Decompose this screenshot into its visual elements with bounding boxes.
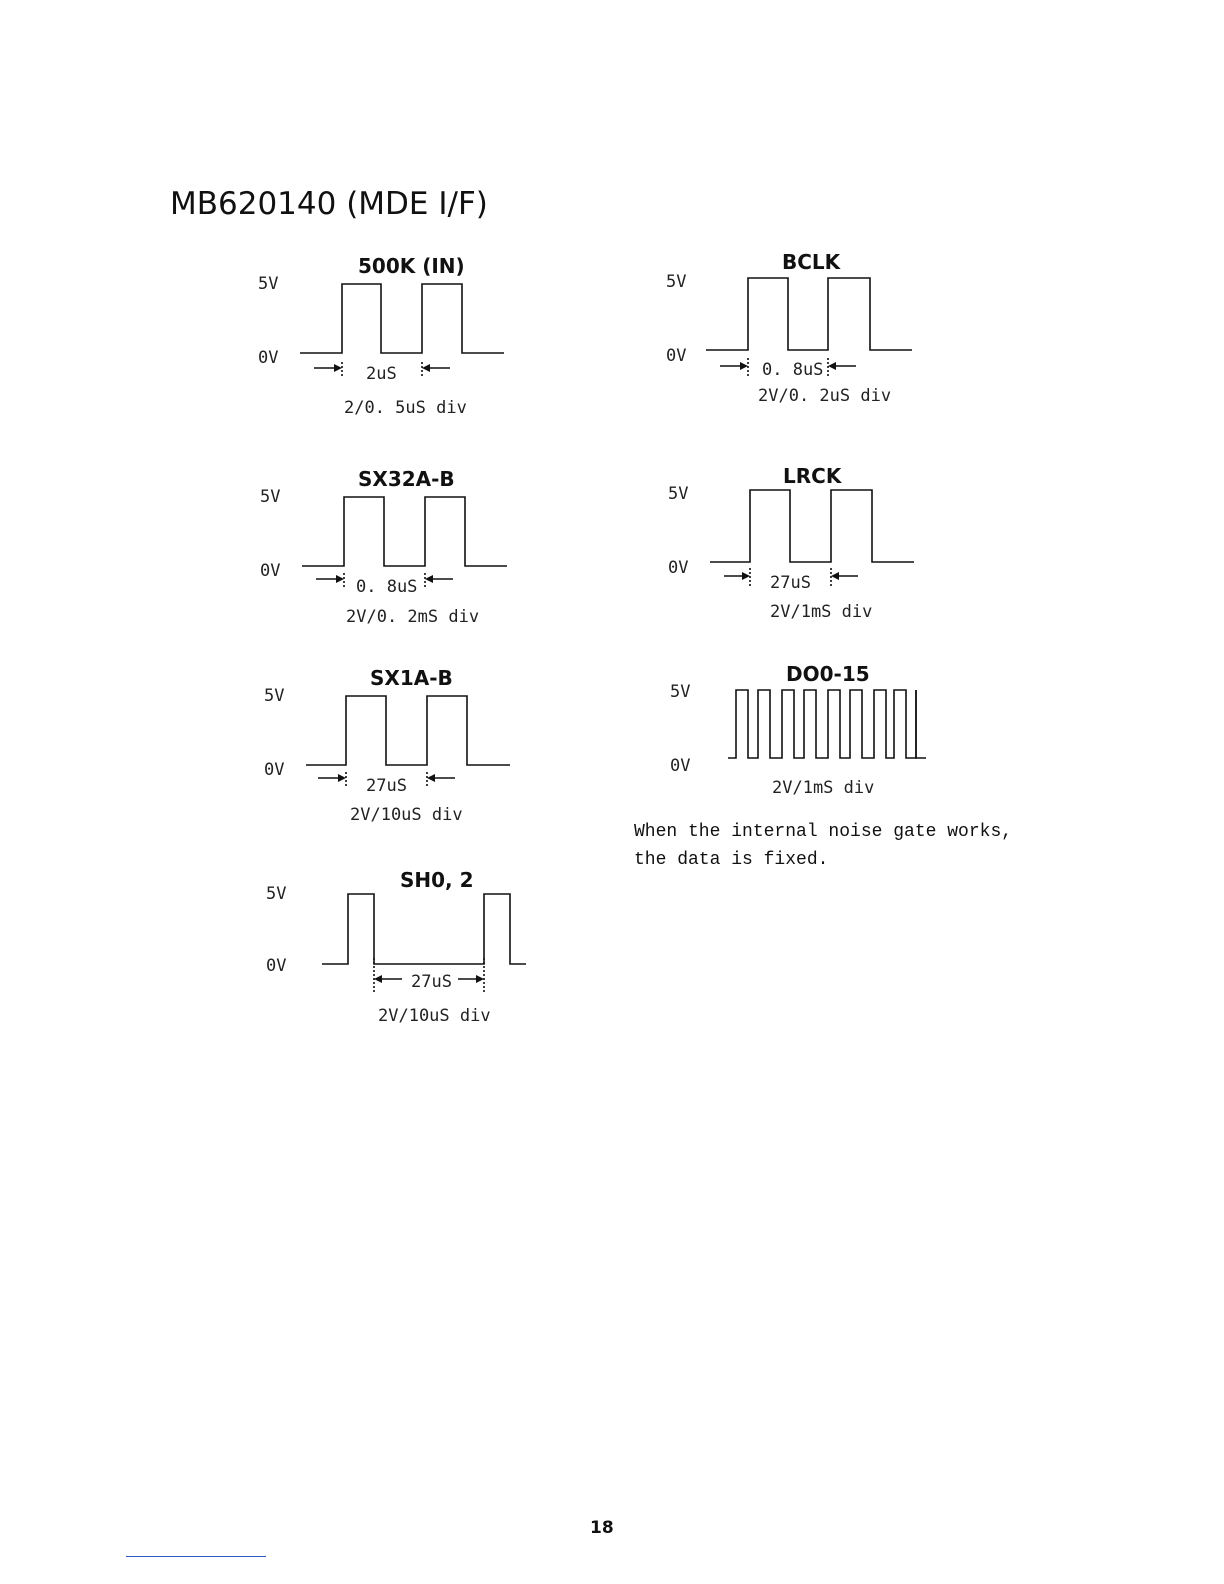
low-voltage-label: 0V — [264, 760, 285, 780]
period-label: 27uS — [366, 776, 407, 796]
page-number: 18 — [590, 1518, 614, 1538]
high-voltage-label: 5V — [668, 484, 689, 504]
high-voltage-label: 5V — [670, 682, 691, 702]
footer-rule — [126, 1556, 266, 1557]
signal-name: LRCK — [783, 464, 842, 488]
waveform-bclk — [666, 248, 966, 428]
signal-name: 500K (IN) — [358, 254, 465, 278]
period-label: 27uS — [411, 972, 452, 992]
high-voltage-label: 5V — [264, 686, 285, 706]
scale-label: 2V/0. 2mS div — [346, 607, 480, 627]
signal-name: SX32A-B — [358, 467, 455, 491]
scale-label: 2/0. 5uS div — [344, 398, 467, 418]
period-label: 0. 8uS — [356, 577, 418, 597]
scale-label: 2V/10uS div — [378, 1006, 491, 1026]
low-voltage-label: 0V — [266, 956, 287, 976]
waveform-lrck — [668, 462, 968, 642]
signal-name: SH0, 2 — [400, 868, 474, 892]
scale-label: 2V/0. 2uS div — [758, 386, 892, 406]
signal-name: SX1A-B — [370, 666, 453, 690]
period-label: 27uS — [770, 573, 811, 593]
period-label: 0. 8uS — [762, 360, 824, 380]
waveform-sh0-2 — [266, 866, 566, 1046]
scale-label: 2V/1mS div — [772, 778, 875, 798]
low-voltage-label: 0V — [670, 756, 691, 776]
waveform-500k-in — [258, 252, 558, 432]
waveform-sx1a-b — [264, 664, 564, 844]
note-line-1: When the internal noise gate works, — [634, 822, 1013, 842]
signal-name: DO0-15 — [786, 662, 870, 686]
low-voltage-label: 0V — [258, 348, 279, 368]
scale-label: 2V/10uS div — [350, 805, 463, 825]
low-voltage-label: 0V — [260, 561, 281, 581]
high-voltage-label: 5V — [260, 487, 281, 507]
note-line-2: the data is fixed. — [634, 850, 829, 870]
high-voltage-label: 5V — [266, 884, 287, 904]
signal-name: BCLK — [782, 250, 841, 274]
high-voltage-label: 5V — [258, 274, 279, 294]
low-voltage-label: 0V — [668, 558, 689, 578]
high-voltage-label: 5V — [666, 272, 687, 292]
square-wave-trace — [670, 660, 970, 840]
waveform-sx32a-b — [260, 465, 560, 645]
waveform-do0-15 — [670, 660, 970, 840]
low-voltage-label: 0V — [666, 346, 687, 366]
scale-label: 2V/1mS div — [770, 602, 873, 622]
page-title: MB620140 (MDE I/F) — [170, 186, 488, 222]
noise-gate-note — [634, 818, 1012, 874]
period-label: 2uS — [366, 364, 397, 384]
